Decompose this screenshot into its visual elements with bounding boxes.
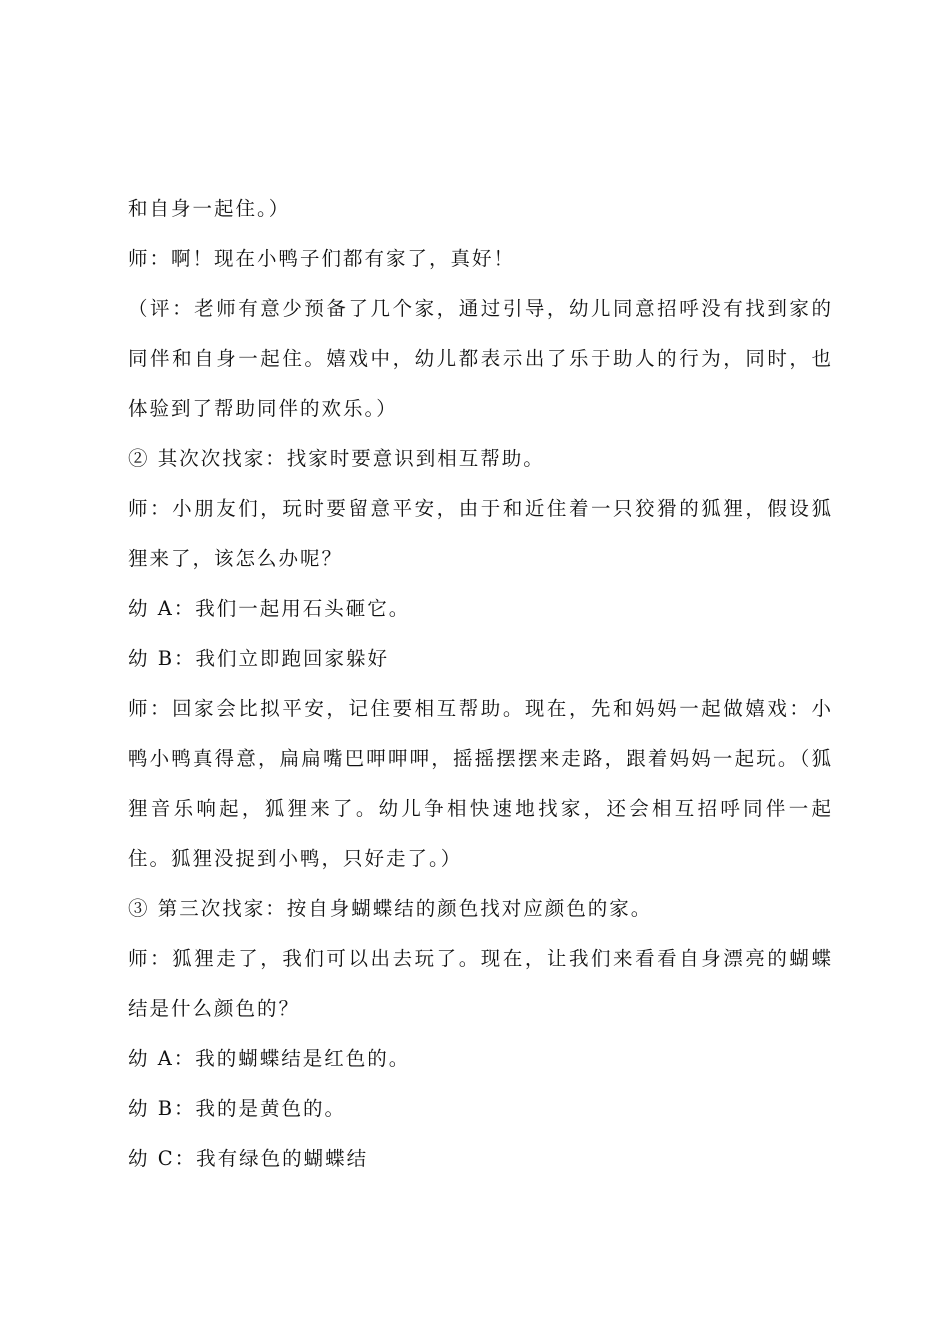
paragraph-6: 幼 A：我们一起用石头砸它。: [128, 597, 411, 620]
paragraph-12: 幼 B：我的是黄色的。: [128, 1097, 347, 1120]
paragraph-9: ③ 第三次找家：按自身蝴蝶结的颜色找对应颜色的家。: [128, 897, 653, 920]
paragraph-10: 师：狐狸走了，我们可以出去玩了。现在，让我们来看看自身漂亮的蝴蝶结是什么颜色的？: [128, 947, 833, 1020]
paragraph-4: ② 其次次找家：找家时要意识到相互帮助。: [128, 447, 545, 470]
paragraph-1: 和自身一起住。）: [128, 197, 291, 220]
paragraph-8: 师：回家会比拟平安，记住要相互帮助。现在，先和妈妈一起做嬉戏：小鸭小鸭真得意，扁扁嘴巴呷呷呷，摇摇摆摆来走路，跟着妈妈一起玩。（狐狸音乐响起，狐狸来了。幼儿争相快速地找家，还会相互招呼同伴一起住。狐狸没捉到小鸭，只好走了。）: [128, 697, 833, 870]
paragraph-3: （评：老师有意少预备了几个家，通过引导，幼儿同意招呼没有找到家的同伴和自身一起住。嬉戏中，幼儿都表示出了乐于助人的行为，同时，也体验到了帮助同伴的欢乐。）: [128, 297, 833, 420]
document-body: [128, 184, 833, 1184]
paragraph-7: 幼 B：我们立即跑回家躲好: [128, 647, 390, 670]
paragraph-2: 师：啊！现在小鸭子们都有家了，真好！: [128, 247, 516, 270]
paragraph-5: 师：小朋友们，玩时要留意平安，由于和近住着一只狡猾的狐狸，假设狐狸来了，该怎么办呢？: [128, 497, 833, 570]
paragraph-11: 幼 A：我的蝴蝶结是红色的。: [128, 1047, 411, 1070]
paragraph-13: 幼 C：我有绿色的蝴蝶结: [128, 1147, 369, 1170]
